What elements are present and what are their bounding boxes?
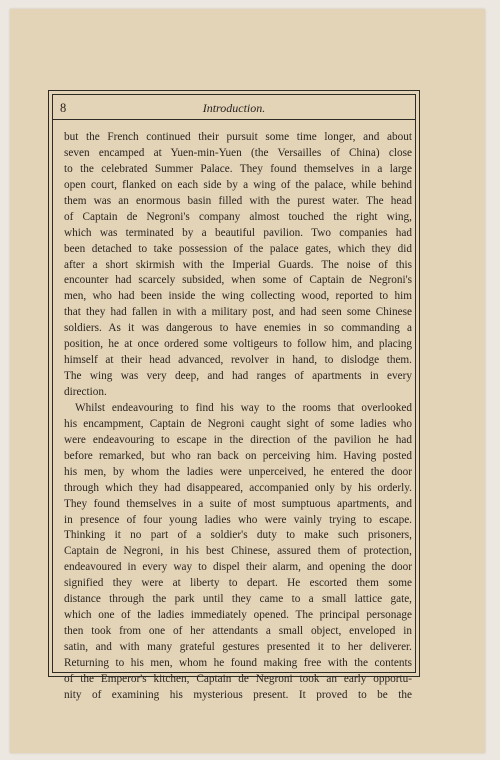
- text-line: after a short skirmish with the Imperial Guards. The noise of this: [64, 258, 412, 271]
- text-line: his men, by whom the ladies were unperceived, he entered the door: [64, 465, 412, 478]
- text-line: of Captain de Negroni's company almost touched the right wing,: [64, 210, 412, 223]
- text-line: distance through the park until they came to a small lattice gate,: [64, 593, 412, 606]
- text-line: The wing was very deep, and had ranges of apartments in every: [64, 370, 412, 383]
- body-text: [64, 130, 412, 704]
- text-line: through which they had disappeared, accompanied only by his orderly.: [64, 481, 412, 494]
- text-line: of the Emperor's kitchen, Captain de Negroni took an early opportu-: [64, 672, 412, 685]
- paragraph-2: [64, 401, 412, 704]
- text-line: which was terminated by a beautiful pavilion. Two companies had: [64, 226, 412, 239]
- text-line: were endeavouring to escape in the direction of the pavilion he had: [64, 433, 412, 446]
- text-line: men, who had been inside the wing collecting wood, reported to him: [64, 290, 412, 303]
- text-line: Returning to his men, whom he found making free with the contents: [64, 656, 412, 669]
- text-line: which one of the ladies immediately opened. The principal personage: [64, 609, 412, 622]
- text-line: them was an enormous basin filled with the purest water. The head: [64, 194, 412, 207]
- paragraph-1: [64, 130, 412, 401]
- text-line: They found themselves in a suite of most sumptuous apartments, and: [64, 497, 412, 510]
- text-line: Thinking it no part of a soldier's duty to make such prisoners,: [64, 529, 412, 542]
- text-line: then took from one of her attendants a small object, enveloped in: [64, 625, 412, 638]
- text-line: before remarked, but who ran back on perceiving him. Having posted: [64, 449, 412, 462]
- text-line: signified they were at liberty to depart. He escorted them some: [64, 577, 412, 590]
- text-line: endeavoured in every way to dispel their alarm, and opening the door: [64, 561, 412, 574]
- page-header: [52, 94, 416, 120]
- text-line: but the French continued their pursuit some time longer, and about: [64, 131, 412, 143]
- text-line: satin, and with many grateful gestures presented it to her deliverer.: [64, 641, 412, 653]
- text-line: direction.: [64, 386, 107, 398]
- text-line: seven encamped at Yuen-min-Yuen (the Versailles of China) close: [64, 146, 412, 159]
- text-line: Whilst endeavouring to find his way to the rooms that overlooked: [75, 401, 412, 414]
- running-head: Introduction.: [202, 101, 266, 115]
- text-line: open court, flanked on each side by a wing of the palace, while behind: [64, 178, 412, 191]
- text-line: in presence of four young ladies who were vainly trying to escape.: [64, 513, 412, 526]
- text-line: himself at their head advanced, revolver in hand, to dislodge them.: [64, 354, 412, 367]
- page-number: 8: [60, 101, 67, 115]
- text-line: to the celebrated Summer Palace. They found themselves in a large: [64, 162, 412, 175]
- text-line: that they had fallen in with a military post, and had seen some Chinese: [64, 306, 412, 319]
- text-line: position, he at once ordered some voltigeurs to follow him, and placing: [64, 338, 412, 351]
- text-line: encounter had scarcely subsided, when some of Captain de Negroni's: [64, 274, 412, 287]
- text-line: Captain de Negroni, in his best Chinese, assured them of protection,: [64, 545, 412, 558]
- text-line: his encampment, Captain de Negroni caught sight of some ladies who: [64, 417, 412, 430]
- text-line: been detached to take possession of the palace gates, which they did: [64, 242, 412, 255]
- text-line: soldiers. As it was dangerous to have enemies in so commanding a: [64, 322, 412, 335]
- text-line: nity of examining his mysterious present. It proved to be the: [64, 688, 412, 701]
